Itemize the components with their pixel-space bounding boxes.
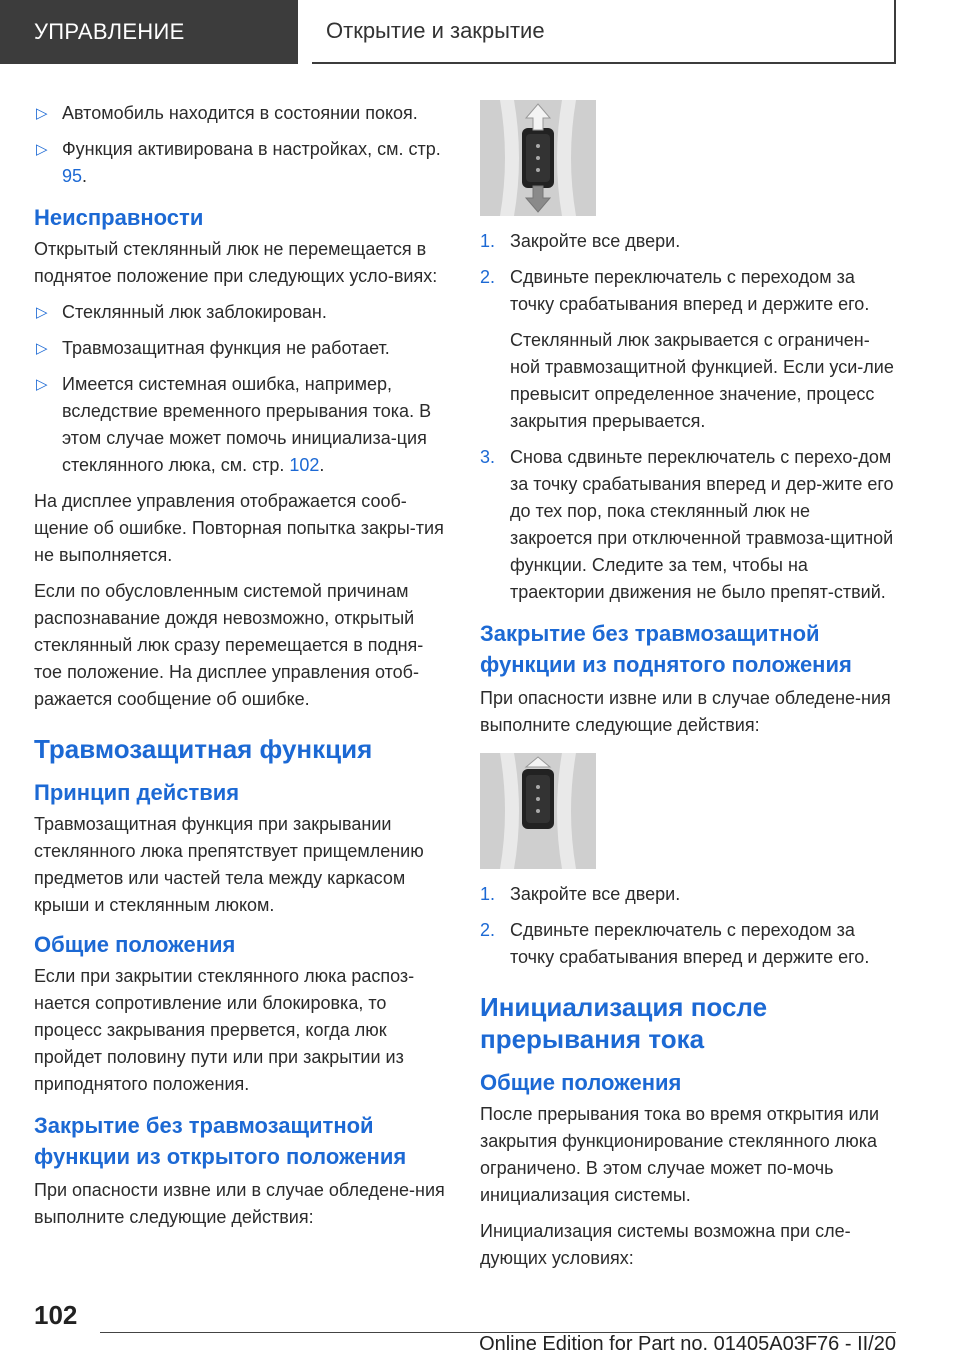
- switch-image: [480, 100, 596, 216]
- edition-label: Online Edition for Part no. 01405A03F76 - II/20: [479, 1333, 896, 1355]
- step-number: 3.: [480, 447, 496, 467]
- page-link[interactable]: 95: [62, 166, 83, 186]
- list-item: [480, 228, 896, 255]
- bullet-text: Автомобиль находится в состоянии покоя.: [62, 103, 418, 123]
- section-label: УПРАВЛЕНИЕ: [34, 19, 185, 44]
- step-text: Закройте все двери.: [510, 231, 681, 251]
- heading-antipinch: Травмозащитная функция: [34, 734, 373, 764]
- bullet-text: Травмозащитная функция не работает.: [62, 338, 390, 358]
- left-column: [34, 100, 450, 1240]
- list-item: [34, 299, 450, 326]
- step-number: 2.: [480, 920, 496, 940]
- list-item: ▷ Функция активирована в настройках, см. стр. 95.: [34, 136, 450, 190]
- step-number: 1.: [480, 884, 496, 904]
- switch-image: [480, 753, 596, 869]
- paragraph: Травмозащитная функция при закрывании стеклянного люка препятствует прищемлению предметов или частей тела между каркасом крыши и стеклянным люком.: [34, 814, 424, 915]
- step-text: Снова сдвиньте переключатель с перехо-дом за точку срабатывания вперед и дер-жите его до тех пор, пока стеклянный люк не закроется при отключенной травмоза-щитной функции. Следите за тем, чтобы на траектории движения не было препят-ствий.: [510, 447, 894, 602]
- paragraph: Если по обусловленным системой причинам распознавание дождя невозможно, открытый стеклянный люк сразу перемещается в подня-тое положение. На дисплее управления отоб-ражается сообщение об ошибке.: [34, 581, 424, 709]
- bullet-triangle-icon: ▷: [36, 105, 48, 122]
- heading-general: Общие положения: [480, 1070, 682, 1095]
- step-note: Стеклянный люк закрывается с ограничен-ной травмозащитной функцией. Если уси-лие превысит определенное значение, процесс закрытия прерывается.: [510, 330, 894, 431]
- paragraph: Открытый стеклянный люк не перемещается в поднятое положение при следующих усло-виях:: [34, 239, 438, 286]
- bullet-triangle-icon: ▷: [36, 141, 48, 158]
- list-item: [480, 264, 896, 318]
- list-item: [480, 917, 896, 971]
- right-column: [480, 100, 896, 1281]
- page-header: [312, 0, 896, 64]
- heading-principle: Принцип действия: [34, 780, 240, 805]
- section-tab: [0, 0, 298, 64]
- heading-close-from-raised: Закрытие без травмозащитной функции из поднятого положения: [480, 621, 852, 677]
- list-item: [480, 881, 896, 908]
- switch-illustration-icon: [480, 100, 596, 216]
- bullet-text: Имеется системная ошибка, например, вследствие временного прерывания тока. В этом случае может помочь инициализа-ция стеклянного люка, см. стр.: [62, 374, 432, 475]
- page-link[interactable]: 102: [289, 455, 320, 475]
- step-text: Сдвиньте переключатель с переходом за точку срабатывания вперед и держите его.: [510, 267, 870, 314]
- heading-general: Общие положения: [34, 932, 236, 957]
- list-item: [480, 444, 896, 606]
- step-number: 2.: [480, 267, 496, 287]
- step-number: 1.: [480, 231, 496, 251]
- heading-malfunction: Неисправности: [34, 205, 204, 230]
- paragraph: При опасности извне или в случае обледене-ния выполните следующие действия:: [480, 688, 891, 735]
- step-text: Сдвиньте переключатель с переходом за точку срабатывания вперед и держите его.: [510, 920, 870, 967]
- heading-close-from-open: Закрытие без травмозащитной функции из открытого положения: [34, 1113, 407, 1169]
- bullet-triangle-icon: ▷: [36, 304, 48, 321]
- bullet-triangle-icon: ▷: [36, 340, 48, 357]
- switch-illustration-icon: [480, 753, 596, 869]
- paragraph: Инициализация системы возможна при сле-дующих условиях:: [480, 1221, 851, 1268]
- heading-init: Инициализация после прерывания тока: [480, 992, 768, 1054]
- list-item: [34, 100, 450, 127]
- paragraph: На дисплее управления отображается сооб-щение об ошибке. Повторная попытка закры-тия не выполняется.: [34, 491, 444, 565]
- bullet-text: Функция активирована в настройках, см. стр.: [62, 139, 441, 159]
- step-text: Закройте все двери.: [510, 884, 681, 904]
- list-item: [34, 335, 450, 362]
- paragraph: После прерывания тока во время открытия или закрытия функционирование стеклянного люка ограничено. В этом случае может по-мочь инициализация системы.: [480, 1104, 880, 1205]
- paragraph: При опасности извне или в случае обледене-ния выполните следующие действия:: [34, 1180, 445, 1227]
- page-title: Открытие и закрытие: [326, 18, 545, 43]
- bullet-text: Стеклянный люк заблокирован.: [62, 302, 327, 322]
- list-item: ▷ Имеется системная ошибка, например, вследствие временного прерывания тока. В этом случае может помочь инициализа-ция стеклянного люка, см. стр. 102.: [34, 371, 450, 479]
- paragraph: Если при закрытии стеклянного люка распоз-нается сопротивление или блокировка, то процесс закрывания прервется, когда люк пройдет половину пути или при закрытии из приподнятого положения.: [34, 966, 415, 1094]
- bullet-triangle-icon: ▷: [36, 376, 48, 393]
- page-number: 102: [34, 1300, 78, 1330]
